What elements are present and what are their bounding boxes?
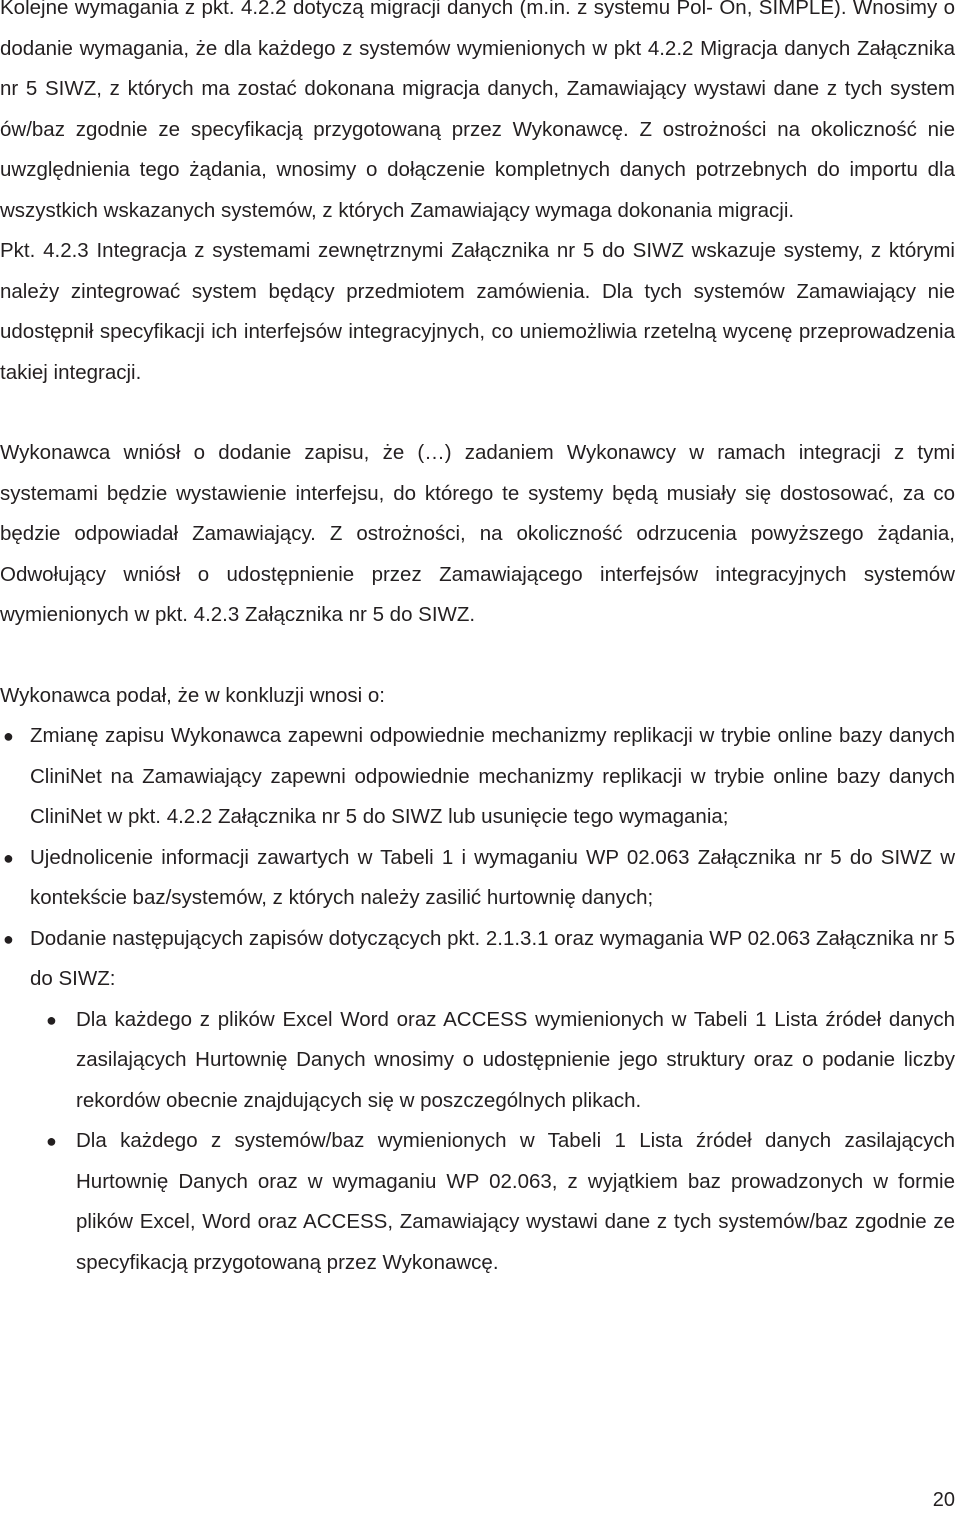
sub-list-item [30, 1000, 955, 1122]
conclusion-list [0, 716, 955, 1283]
paragraph-conclusion-intro: Wykonawca podał, że w konkluzji wnosi o: [0, 683, 385, 707]
bullet-icon: ● [3, 726, 14, 746]
bullet-icon: ● [46, 1131, 57, 1151]
bullet-icon: ● [3, 847, 14, 868]
sub-list-item-text: Dla każdego z plików Excel Word oraz ACCESS wymienionych w Tabeli 1 Lista źródeł danych zasilających Hurtownię Danych wnosimy o udostępnienie jego struktury oraz o podanie liczby rekordów obecnie znajdujących się w poszczególnych plikach. [76, 1007, 955, 1112]
list-item [0, 838, 955, 919]
list-item-text: Dodanie następujących zapisów dotyczących pkt. 2.1.3.1 oraz wymagania WP 02.063 Załącznika nr 5 do SIWZ: [30, 926, 955, 990]
bullet-icon: ● [46, 1009, 57, 1030]
bullet-icon: ● [3, 928, 14, 949]
sub-list-item-text: Dla każdego z systemów/baz wymienionych w Tabeli 1 Lista źródeł danych zasilających Hurtownię Danych oraz w wymaganiu WP 02.063, z wyjątkiem baz prowadzonych w formie plików Excel, Word oraz ACCESS, Zamawiający wystawi dane z tych systemów/baz zgodnie ze specyfikacją przygotowaną przez Wykonawcę. [76, 1129, 955, 1274]
paragraph-contractor-request: Wykonawca wniósł o dodanie zapisu, że (…) zadaniem Wykonawcy w ramach integracji z tymi systemami będzie wystawienie interfejsu, do którego te systemy będą musiały się dostosować, za co będzie odpowiadał Zamawiający. Z ostrożności, na okoliczność odrzucenia powyższego żądania, Odwołujący wniósł o udostępnienie przez Zamawiającego interfejsów integracyjnych systemów wymienionych w pkt. 4.2.3 Załącznika nr 5 do SIWZ. [0, 441, 955, 626]
page-number: 20 [932, 1489, 955, 1511]
sub-list [30, 1000, 955, 1284]
list-item-text: Ujednolicenie informacji zawartych w Tabeli 1 i wymaganiu WP 02.063 Załącznika nr 5 do SIWZ w kontekście baz/systemów, z których należy zasilić hurtownię danych; [30, 845, 955, 909]
paragraph-integration: Pkt. 4.2.3 Integracja z systemami zewnętrznymi Załącznika nr 5 do SIWZ wskazuje systemy, z którymi należy zintegrować system będący przedmiotem zamówienia. Dla tych systemów Zamawiający nie udostępnił specyfikacji ich interfejsów integracyjnych, co uniemożliwia rzetelną wycenę przeprowadzenia takiej integracji. [0, 239, 955, 384]
list-item [0, 919, 955, 1284]
sub-list-item [30, 1121, 955, 1283]
paragraph-migration: Kolejne wymagania z pkt. 4.2.2 dotyczą migracji danych (m.in. z systemu Pol- On, SIMPLE). Wnosimy o dodanie wymagania, że dla każdego z systemów wymienionych w pkt 4.2.2 Migracja danych Załącznika nr 5 SIWZ, z których ma zostać dokonana migracja danych, Zamawiający wystawi dane z tych system ów/baz zgodnie ze specyfikacją przygotowaną przez Wykonawcę. Z ostrożności na okoliczność nie uwzględnienia tego żądania, wnosimy o dołączenie kompletnych danych potrzebnych do importu dla wszystkich wskazanych systemów, z których Zamawiający wymaga dokonania migracji. [0, 0, 955, 222]
list-item-text: Zmianę zapisu Wykonawca zapewni odpowiednie mechanizmy replikacji w trybie online bazy danych CliniNet na Zamawiający zapewni odpowiednie mechanizmy replikacji w trybie online bazy danych CliniNet w pkt. 4.2.2 Załącznika nr 5 do SIWZ lub usunięcie tego wymagania; [30, 724, 955, 828]
list-item [0, 716, 955, 838]
